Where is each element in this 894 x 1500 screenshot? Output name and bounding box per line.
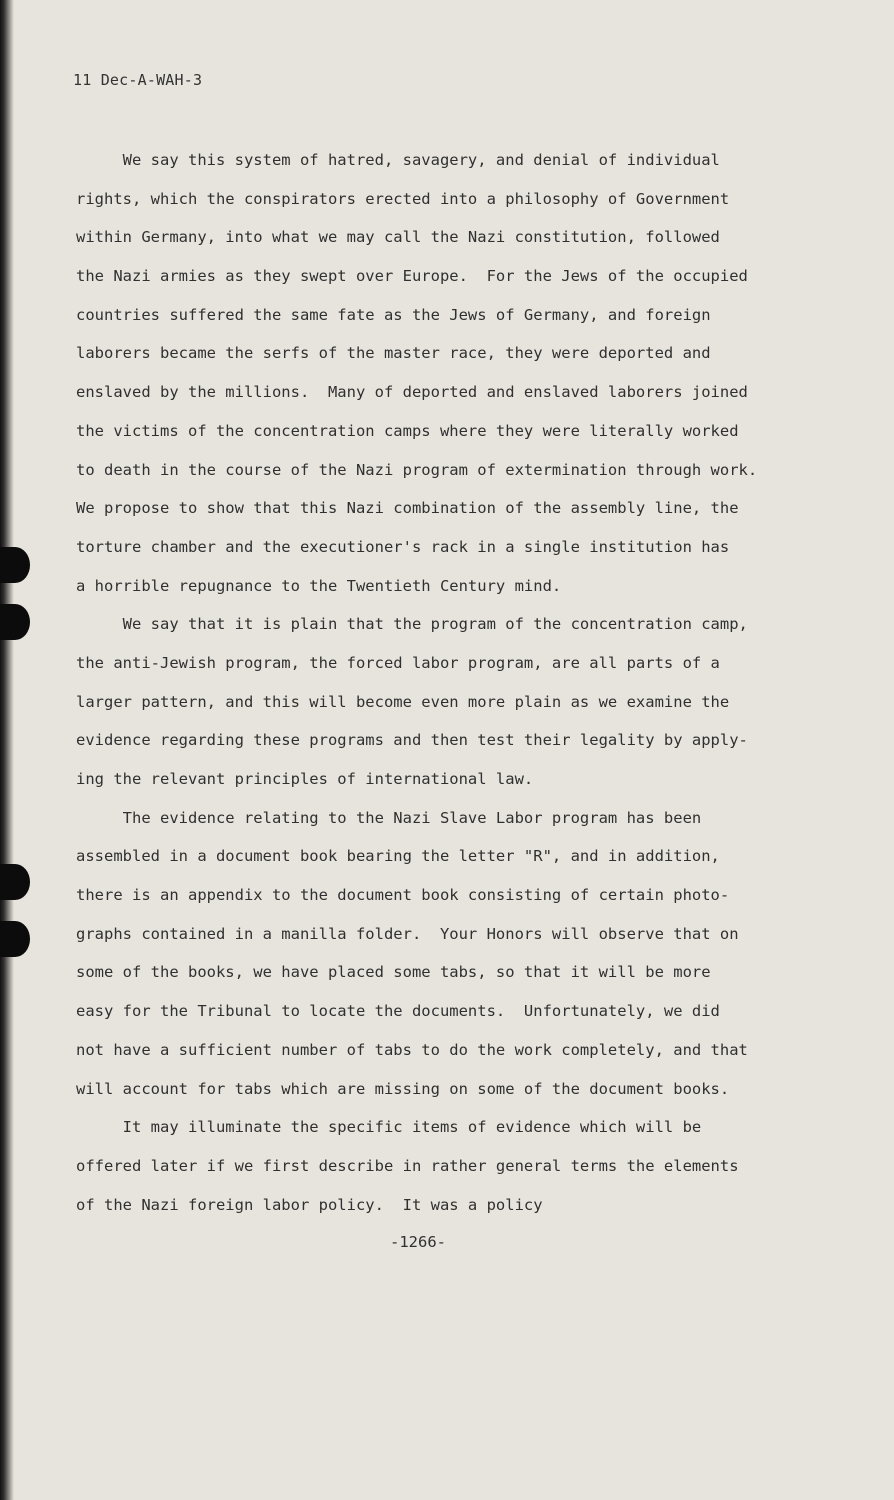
text-line: there is an appendix to the document book consisting of certain photo- xyxy=(76,886,730,905)
text-line: some of the books, we have placed some tabs, so that it will be more xyxy=(76,963,711,982)
punch-hole xyxy=(0,604,30,640)
text-line: countries suffered the same fate as the Jews of Germany, and foreign xyxy=(76,305,711,324)
text-line: assembled in a document book bearing the letter "R", and in addition, xyxy=(76,847,720,866)
text-line: larger pattern, and this will become even more plain as we examine the xyxy=(76,692,730,711)
text-line: ing the relevant principles of international law. xyxy=(76,770,534,788)
text-line: laborers became the serfs of the master race, they were deported and xyxy=(76,344,711,363)
text-line: graphs contained in a manilla folder. Your Honors will observe that on xyxy=(76,924,739,943)
text-line: within Germany, into what we may call the Nazi constitution, followed xyxy=(76,228,720,247)
body-text xyxy=(76,141,791,1224)
text-line: We propose to show that this Nazi combination of the assembly line, the xyxy=(76,499,739,518)
text-line: the anti-Jewish program, the forced labor program, are all parts of a xyxy=(76,653,720,672)
text-line: will account for tabs which are missing on some of the document books. xyxy=(76,1079,730,1098)
text-line: not have a sufficient number of tabs to do the work completely, and that xyxy=(76,1040,748,1059)
text-line: torture chamber and the executioner's rack in a single institution has xyxy=(76,537,730,556)
text-line: It may illuminate the specific items of evidence which will be xyxy=(76,1118,702,1137)
page-edge-shadow xyxy=(0,0,14,1500)
header-reference: 11 Dec-A-WAH-3 xyxy=(73,71,203,89)
page-number: -1266- xyxy=(390,1233,446,1251)
text-line: easy for the Tribunal to locate the documents. Unfortunately, we did xyxy=(76,1002,720,1021)
text-line: the Nazi armies as they swept over Europe. For the Jews of the occupied xyxy=(76,267,748,286)
text-line: to death in the course of the Nazi program of extermination through work. xyxy=(76,460,758,479)
text-line: evidence regarding these programs and then test their legality by apply- xyxy=(76,731,748,750)
text-line: We say that it is plain that the program of the concentration camp, xyxy=(76,615,748,634)
punch-hole xyxy=(0,921,30,957)
punch-hole xyxy=(0,864,30,900)
punch-hole xyxy=(0,547,30,583)
text-line: enslaved by the millions. Many of deported and enslaved laborers joined xyxy=(76,383,748,402)
text-line: a horrible repugnance to the Twentieth Century mind. xyxy=(76,576,562,595)
text-line: rights, which the conspirators erected into a philosophy of Government xyxy=(76,189,730,208)
text-line: offered later if we first describe in rather general terms the elements xyxy=(76,1156,739,1175)
text-line: The evidence relating to the Nazi Slave Labor program has been xyxy=(76,808,702,827)
text-line: the victims of the concentration camps where they were literally worked xyxy=(76,421,739,440)
text-line: We say this system of hatred, savagery, and denial of individual xyxy=(76,151,720,169)
text-line: of the Nazi foreign labor policy. It was a policy xyxy=(76,1195,543,1214)
